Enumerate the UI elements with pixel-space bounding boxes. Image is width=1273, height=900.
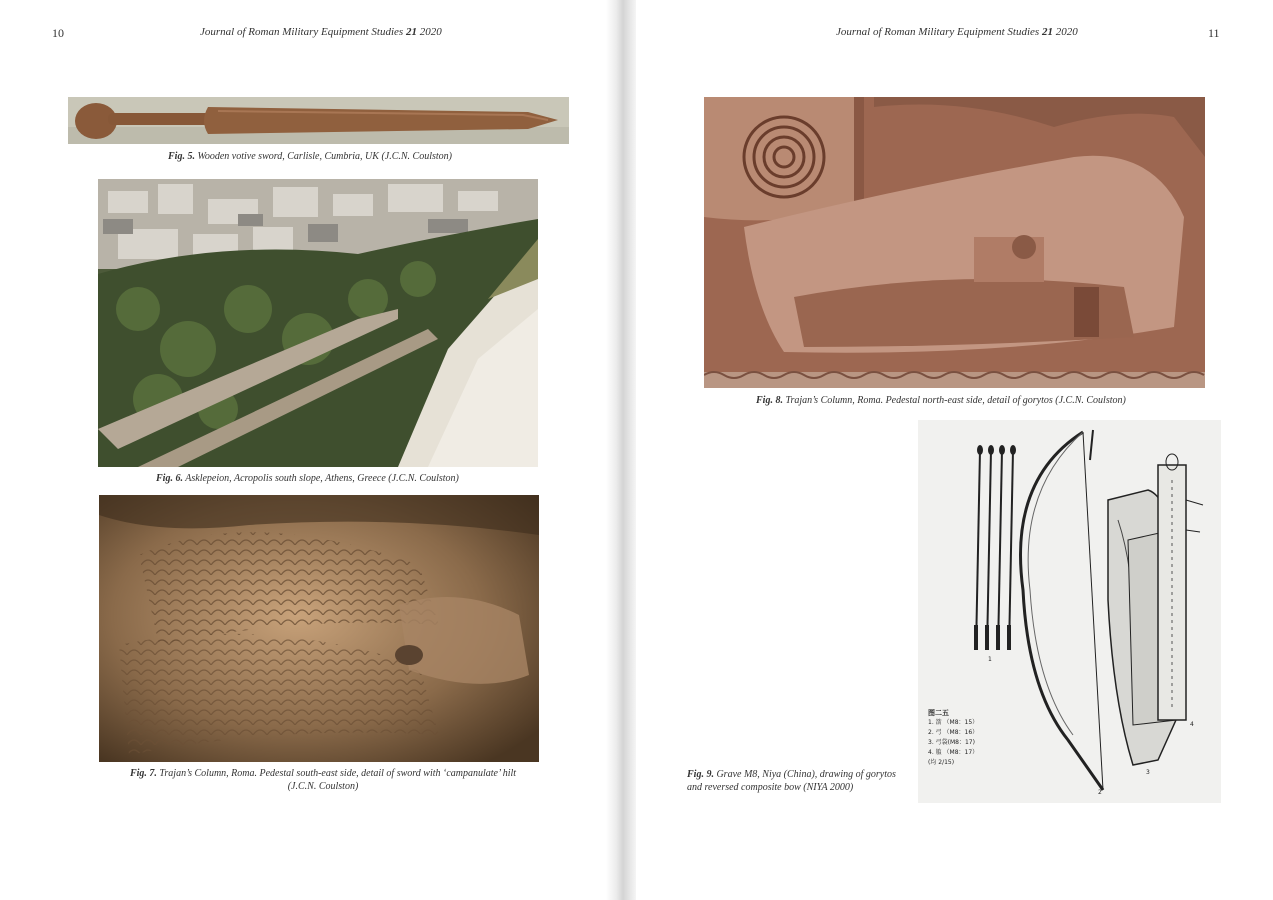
figure-7-caption-line2: (J.C.N. Coulston) bbox=[287, 781, 359, 792]
figure-8-caption bbox=[756, 394, 1126, 407]
figure-6-caption-text: Asklepeion, Acropolis south slope, Athens, Greece (J.C.N. Coulston) bbox=[185, 473, 459, 484]
running-head bbox=[200, 26, 442, 38]
journal-title: Journal of Roman Military Equipment Studies bbox=[836, 26, 1040, 38]
figure-7-caption-text: Trajan’s Column, Roma. Pedestal south-east side, detail of sword with ‘campanulate’ hilt bbox=[159, 768, 517, 779]
figure-9-label: Fig. 9. bbox=[687, 769, 714, 780]
drawing-legend-item: 3. 弓袋(M8：17) bbox=[928, 739, 975, 746]
figure-7-photo bbox=[99, 495, 539, 762]
figure-6-caption bbox=[156, 472, 459, 485]
figure-8-label: Fig. 8. bbox=[756, 395, 783, 406]
drawing-part-number-3: 3 bbox=[1146, 769, 1150, 776]
drawing-legend bbox=[928, 708, 978, 768]
figure-5-label: Fig. 5. bbox=[168, 151, 195, 162]
drawing-legend-title: 图二五 bbox=[928, 709, 949, 717]
figure-7-caption bbox=[113, 767, 533, 793]
drawing-part-number-1: 1 bbox=[988, 656, 992, 663]
figure-9-drawing bbox=[918, 420, 1221, 803]
figure-5-photo bbox=[68, 97, 569, 144]
figure-8-caption-text: Trajan’s Column, Roma. Pedestal north-east side, detail of gorytos (J.C.N. Coulston) bbox=[785, 395, 1126, 406]
book-gutter bbox=[606, 0, 640, 900]
journal-volume: 21 bbox=[1041, 26, 1053, 38]
journal-year: 2020 bbox=[1055, 26, 1078, 38]
page-number: 10 bbox=[52, 26, 64, 40]
figure-9-caption bbox=[687, 768, 917, 794]
journal-year: 2020 bbox=[419, 26, 442, 38]
figure-7-label: Fig. 7. bbox=[129, 768, 157, 779]
figure-6-photo bbox=[98, 179, 538, 467]
journal-title: Journal of Roman Military Equipment Studies bbox=[200, 26, 404, 38]
page-number: 11 bbox=[1208, 26, 1220, 40]
drawing-legend-item: 4. 箙 （M8：17） bbox=[928, 749, 979, 756]
figure-8-photo bbox=[704, 97, 1205, 388]
right-page bbox=[636, 0, 1273, 900]
running-head bbox=[836, 26, 1078, 38]
drawing-legend-item: 2. 弓 （M8：16） bbox=[928, 729, 979, 736]
journal-volume: 21 bbox=[405, 26, 417, 38]
drawing-legend-item: (均 2/15) bbox=[928, 759, 955, 766]
figure-5-caption-text: Wooden votive sword, Carlisle, Cumbria, UK (J.C.N. Coulston) bbox=[197, 151, 452, 162]
left-page bbox=[0, 0, 610, 900]
figure-5-caption bbox=[168, 150, 452, 163]
figure-9-caption-line2: and reversed composite bow (NIYA 2000) bbox=[687, 782, 854, 793]
figure-9-caption-text: Grave M8, Niya (China), drawing of gorytos bbox=[716, 769, 896, 780]
drawing-part-number-4: 4 bbox=[1190, 721, 1194, 728]
drawing-part-number-2: 2 bbox=[1098, 789, 1102, 796]
figure-6-label: Fig. 6. bbox=[156, 473, 183, 484]
drawing-legend-item: 1. 箭 （M8：15） bbox=[928, 719, 979, 726]
